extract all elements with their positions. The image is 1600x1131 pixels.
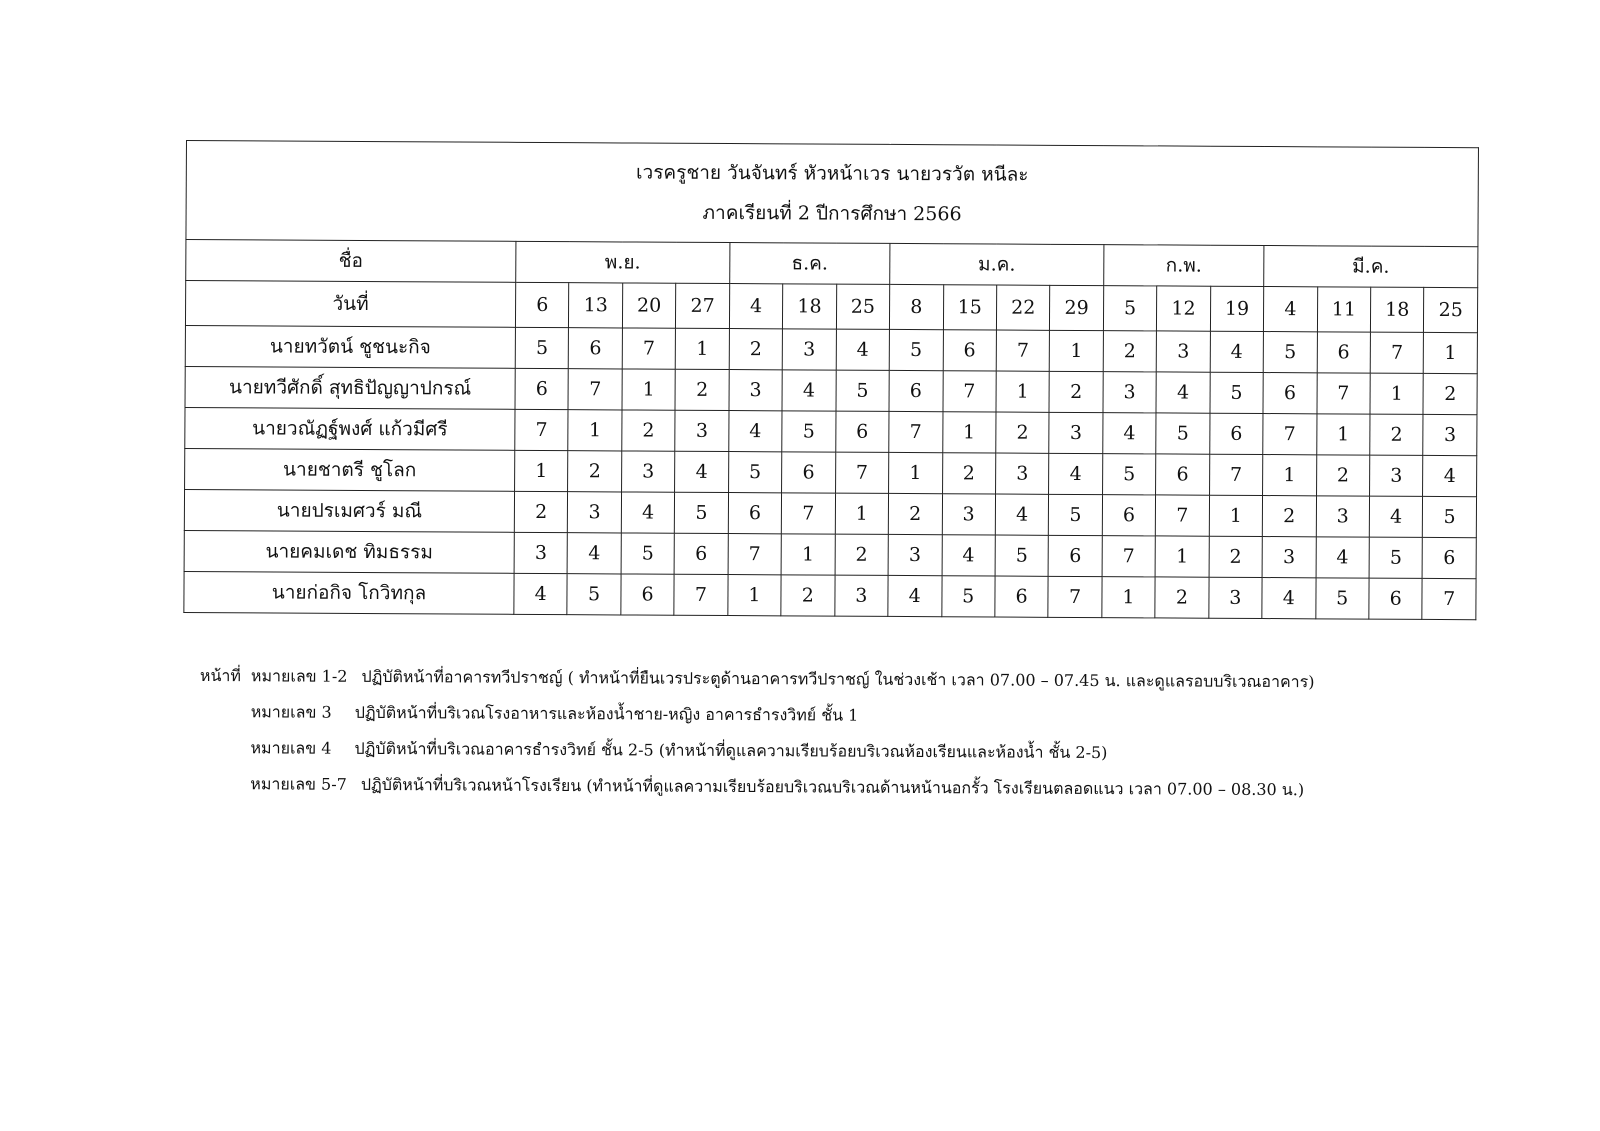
table-row bbox=[185, 407, 1477, 455]
duty-number-cell: 5 bbox=[1263, 332, 1317, 373]
teacher-name: นายคมเดช ทิมธรรม bbox=[184, 530, 514, 573]
duty-number-cell: 2 bbox=[835, 534, 889, 575]
day-header: 11 bbox=[1317, 287, 1371, 332]
duty-number-cell: 4 bbox=[1210, 331, 1264, 372]
note-code: หมายเลข 5-7 bbox=[250, 774, 347, 794]
duty-number-cell: 1 bbox=[1424, 332, 1478, 373]
duty-number-cell: 4 bbox=[995, 494, 1049, 535]
duty-number-cell: 2 bbox=[1103, 331, 1157, 372]
note-text: ปฏิบัติหน้าที่อาคารทวีปราชญ์ ( ทำหน้าที่ยืนเวรประตูด้านอาคารทวีปราชญ์ ในช่วงเช้า เวลา 07.00 – 07.45 น. และดูแลรอบบริเวณอาคาร) bbox=[361, 666, 1315, 692]
duty-number-cell: 2 bbox=[1316, 455, 1370, 496]
day-header: 13 bbox=[569, 283, 623, 328]
duty-number-cell: 2 bbox=[514, 491, 568, 532]
duty-number-cell: 7 bbox=[1263, 414, 1317, 455]
duty-number-cell: 4 bbox=[568, 533, 622, 574]
day-header: 27 bbox=[676, 283, 730, 328]
notes-prefix: หน้าที่ bbox=[199, 666, 242, 686]
duty-number-cell: 4 bbox=[942, 535, 996, 576]
duty-number-cell: 2 bbox=[729, 329, 783, 370]
duty-number-cell: 3 bbox=[568, 492, 622, 533]
month-header: ธ.ค. bbox=[729, 243, 890, 285]
duty-number-cell: 4 bbox=[888, 575, 942, 616]
duty-number-cell: 6 bbox=[782, 452, 836, 493]
day-header: 18 bbox=[783, 284, 837, 329]
note-code: หมายเลข 4 bbox=[250, 738, 332, 758]
duty-number-cell: 1 bbox=[1155, 536, 1209, 577]
duty-number-cell: 2 bbox=[1155, 577, 1209, 618]
note-text: ปฏิบัติหน้าที่บริเวณอาคารธำรงวิทย์ ชั้น 2-5 (ทำหน้าที่ดูแลความเรียบร้อยบริเวณห้องเรียนและห้องน้ำ ชั้น 2-5) bbox=[354, 738, 1108, 763]
duty-number-cell: 2 bbox=[622, 410, 676, 451]
duty-number-cell: 5 bbox=[1049, 494, 1103, 535]
duty-number-cell: 1 bbox=[996, 371, 1050, 412]
duty-number-cell: 6 bbox=[569, 328, 623, 369]
duty-number-cell: 6 bbox=[835, 411, 889, 452]
duty-number-cell: 7 bbox=[1156, 495, 1210, 536]
day-header: 22 bbox=[996, 285, 1050, 330]
table-title-cell bbox=[186, 141, 1478, 247]
duty-number-cell: 5 bbox=[567, 574, 621, 615]
duty-number-cell: 7 bbox=[835, 452, 889, 493]
duty-number-cell: 4 bbox=[1049, 453, 1103, 494]
duty-number-cell: 5 bbox=[728, 452, 782, 493]
day-header: 25 bbox=[1424, 287, 1478, 332]
duty-number-cell: 3 bbox=[1423, 414, 1477, 455]
duty-number-cell: 4 bbox=[1156, 372, 1210, 413]
duty-number-cell: 4 bbox=[514, 573, 568, 614]
month-header: ก.พ. bbox=[1104, 245, 1265, 287]
duty-number-cell: 1 bbox=[568, 410, 622, 451]
duty-number-cell: 3 bbox=[1262, 537, 1316, 578]
duty-number-cell: 6 bbox=[1048, 535, 1102, 576]
duty-number-cell: 7 bbox=[515, 409, 569, 450]
duty-number-cell: 2 bbox=[1423, 373, 1477, 414]
duty-number-cell: 3 bbox=[1316, 496, 1370, 537]
teacher-name: นายปรเมศวร์ มณี bbox=[184, 489, 514, 532]
duty-number-cell: 4 bbox=[675, 451, 729, 492]
duty-number-cell: 7 bbox=[996, 330, 1050, 371]
duty-number-cell: 6 bbox=[1369, 578, 1423, 619]
duty-number-cell: 6 bbox=[1156, 454, 1210, 495]
duty-number-cell: 6 bbox=[1102, 495, 1156, 536]
day-header: 25 bbox=[836, 284, 890, 329]
duty-number-cell: 5 bbox=[836, 370, 890, 411]
duty-number-cell: 7 bbox=[568, 369, 622, 410]
duty-number-cell: 7 bbox=[942, 371, 996, 412]
duty-number-cell: 7 bbox=[674, 574, 728, 615]
day-header: 29 bbox=[1050, 285, 1104, 330]
teacher-name: นายทวีศักดิ์ สุทธิปัญญาปกรณ์ bbox=[185, 366, 515, 409]
duty-number-cell: 3 bbox=[729, 370, 783, 411]
duty-number-cell: 6 bbox=[1263, 373, 1317, 414]
duty-number-cell: 5 bbox=[1423, 496, 1477, 537]
duty-number-cell: 7 bbox=[622, 328, 676, 369]
duty-number-cell: 3 bbox=[1156, 331, 1210, 372]
day-header: 20 bbox=[622, 283, 676, 328]
document-title: เวรครูชาย วันจันทร์ หัวหน้าเวร นายวรวัต หนีละ bbox=[636, 161, 1029, 186]
duty-number-cell: 3 bbox=[888, 534, 942, 575]
duty-number-cell: 6 bbox=[621, 574, 675, 615]
duty-number-cell: 1 bbox=[1209, 495, 1263, 536]
note-item bbox=[250, 774, 1519, 801]
duty-number-cell: 7 bbox=[889, 411, 943, 452]
duty-number-cell: 2 bbox=[1209, 536, 1263, 577]
duty-number-cell: 7 bbox=[781, 493, 835, 534]
table-row bbox=[184, 489, 1476, 537]
note-code: หมายเลข 1-2 bbox=[250, 666, 348, 686]
duty-number-cell: 7 bbox=[1422, 578, 1476, 619]
teacher-name: นายวณัฏฐ์พงศ์ แก้วมีศรี bbox=[185, 407, 515, 450]
table-row bbox=[185, 325, 1477, 373]
duty-number-cell: 4 bbox=[621, 492, 675, 533]
duty-schedule-table bbox=[183, 140, 1479, 620]
month-header: พ.ย. bbox=[516, 241, 730, 283]
duty-number-cell: 3 bbox=[1049, 412, 1103, 453]
duty-number-cell: 5 bbox=[995, 535, 1049, 576]
duty-number-cell: 3 bbox=[621, 451, 675, 492]
duty-number-cell: 5 bbox=[782, 411, 836, 452]
duty-number-cell: 3 bbox=[1209, 577, 1263, 618]
duty-number-cell: 3 bbox=[942, 494, 996, 535]
day-column-header: วันที่ bbox=[185, 281, 515, 328]
duty-number-cell: 3 bbox=[995, 453, 1049, 494]
duty-number-cell: 5 bbox=[941, 576, 995, 617]
duty-number-cell: 6 bbox=[515, 368, 569, 409]
duty-number-cell: 2 bbox=[568, 451, 622, 492]
duty-number-cell: 6 bbox=[1317, 332, 1371, 373]
table-row bbox=[184, 571, 1476, 619]
note-item bbox=[200, 666, 1520, 693]
duty-number-cell: 5 bbox=[1369, 537, 1423, 578]
duty-number-cell: 5 bbox=[1102, 454, 1156, 495]
month-header-row bbox=[186, 240, 1478, 288]
duty-number-cell: 7 bbox=[1209, 454, 1263, 495]
duty-number-cell: 5 bbox=[621, 533, 675, 574]
document-subtitle: ภาคเรียนที่ 2 ปีการศึกษา 2566 bbox=[702, 201, 962, 226]
table-row bbox=[184, 530, 1476, 578]
duty-number-cell: 1 bbox=[622, 369, 676, 410]
duty-number-cell: 6 bbox=[1423, 537, 1477, 578]
note-text: ปฏิบัติหน้าที่บริเวณหน้าโรงเรียน (ทำหน้าที่ดูแลความเรียบร้อยบริเวณบริเวณด้านหน้านอกรั้ว โรงเรียนตลอดแนว เวลา 07.00 – 08.30 น.) bbox=[360, 774, 1305, 800]
day-header: 5 bbox=[1103, 286, 1157, 331]
month-header: ม.ค. bbox=[890, 243, 1104, 285]
duty-number-cell: 7 bbox=[1317, 373, 1371, 414]
table-row bbox=[185, 366, 1477, 414]
duty-number-cell: 7 bbox=[1102, 536, 1156, 577]
duty-number-cell: 1 bbox=[676, 328, 730, 369]
duty-number-cell: 1 bbox=[1316, 414, 1370, 455]
duty-number-cell: 3 bbox=[514, 532, 568, 573]
duty-number-cell: 6 bbox=[1209, 413, 1263, 454]
duty-number-cell: 1 bbox=[1370, 373, 1424, 414]
duty-notes bbox=[199, 666, 1520, 817]
duty-number-cell: 1 bbox=[942, 412, 996, 453]
table-row bbox=[185, 448, 1477, 496]
duty-number-cell: 6 bbox=[943, 330, 997, 371]
day-header: 19 bbox=[1210, 286, 1264, 331]
duty-number-cell: 2 bbox=[781, 575, 835, 616]
duty-number-cell: 1 bbox=[515, 450, 569, 491]
day-header-row bbox=[185, 281, 1477, 333]
duty-number-cell: 2 bbox=[942, 453, 996, 494]
duty-number-cell: 2 bbox=[1370, 414, 1424, 455]
month-header: มี.ค. bbox=[1264, 246, 1478, 288]
day-header: 6 bbox=[515, 282, 569, 327]
table-body bbox=[184, 325, 1478, 619]
duty-number-cell: 5 bbox=[889, 329, 943, 370]
duty-number-cell: 2 bbox=[888, 493, 942, 534]
duty-number-cell: 4 bbox=[1103, 413, 1157, 454]
duty-number-cell: 6 bbox=[728, 493, 782, 534]
day-header: 15 bbox=[943, 285, 997, 330]
duty-number-cell: 1 bbox=[835, 493, 889, 534]
day-header: 4 bbox=[1264, 287, 1318, 332]
note-item bbox=[250, 738, 1519, 765]
duty-number-cell: 4 bbox=[729, 411, 783, 452]
note-item bbox=[251, 702, 1520, 729]
duty-number-cell: 1 bbox=[1050, 330, 1104, 371]
duty-number-cell: 4 bbox=[1262, 578, 1316, 619]
duty-number-cell: 3 bbox=[1370, 455, 1424, 496]
duty-number-cell: 3 bbox=[1103, 372, 1157, 413]
name-column-header: ชื่อ bbox=[186, 240, 516, 283]
duty-number-cell: 3 bbox=[675, 410, 729, 451]
day-header: 12 bbox=[1157, 286, 1211, 331]
duty-number-cell: 5 bbox=[1210, 372, 1264, 413]
duty-number-cell: 1 bbox=[728, 575, 782, 616]
duty-number-cell: 7 bbox=[728, 534, 782, 575]
duty-number-cell: 2 bbox=[996, 412, 1050, 453]
duty-number-cell: 3 bbox=[834, 575, 888, 616]
duty-number-cell: 4 bbox=[782, 370, 836, 411]
duty-number-cell: 1 bbox=[1263, 455, 1317, 496]
duty-number-cell: 4 bbox=[1369, 496, 1423, 537]
duty-number-cell: 5 bbox=[1315, 578, 1369, 619]
teacher-name: นายก่อกิจ โกวิทกุล bbox=[184, 571, 514, 614]
duty-number-cell: 6 bbox=[995, 576, 1049, 617]
duty-number-cell: 3 bbox=[782, 329, 836, 370]
duty-number-cell: 4 bbox=[1423, 455, 1477, 496]
duty-number-cell: 6 bbox=[889, 370, 943, 411]
day-header: 8 bbox=[890, 284, 944, 329]
duty-number-cell: 1 bbox=[781, 534, 835, 575]
duty-number-cell: 4 bbox=[1316, 537, 1370, 578]
duty-number-cell: 5 bbox=[675, 492, 729, 533]
duty-number-cell: 7 bbox=[1370, 332, 1424, 373]
day-header: 4 bbox=[729, 284, 783, 329]
day-header: 18 bbox=[1370, 287, 1424, 332]
duty-number-cell: 4 bbox=[836, 329, 890, 370]
duty-number-cell: 5 bbox=[515, 327, 569, 368]
teacher-name: นายทวัตน์ ชูชนะกิจ bbox=[185, 325, 515, 368]
duty-number-cell: 2 bbox=[1262, 496, 1316, 537]
duty-number-cell: 6 bbox=[674, 533, 728, 574]
duty-number-cell: 2 bbox=[1049, 371, 1103, 412]
note-text: ปฏิบัติหน้าที่บริเวณโรงอาหารและห้องน้ำชาย-หญิง อาคารธำรงวิทย์ ชั้น 1 bbox=[354, 702, 859, 725]
duty-number-cell: 1 bbox=[889, 452, 943, 493]
note-code: หมายเลข 3 bbox=[250, 702, 332, 722]
duty-number-cell: 2 bbox=[675, 369, 729, 410]
duty-number-cell: 1 bbox=[1102, 577, 1156, 618]
teacher-name: นายชาตรี ชูโลก bbox=[185, 448, 515, 491]
duty-number-cell: 5 bbox=[1156, 413, 1210, 454]
duty-number-cell: 7 bbox=[1048, 576, 1102, 617]
